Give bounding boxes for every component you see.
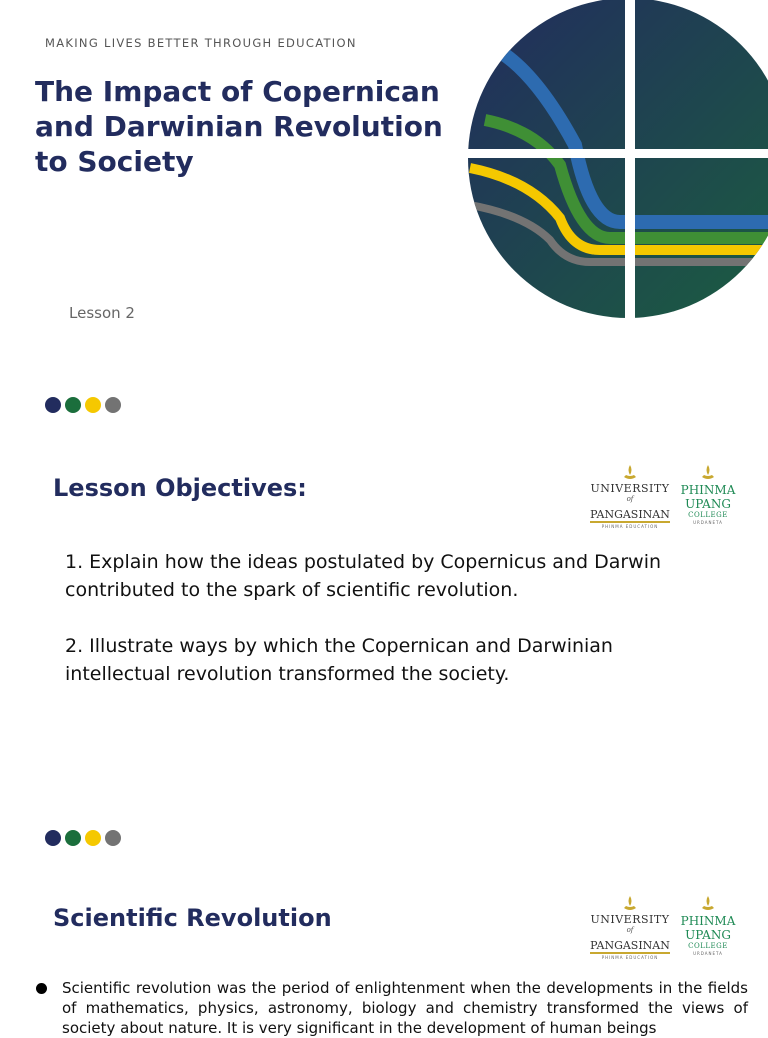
green-dot <box>65 830 81 846</box>
circle-background <box>468 0 768 318</box>
list-item: Scientific revolution was the period of enlightenment when the developments in the fields of mathematics, physics, astronomy, biology and chemistry transformed the views of society about nature. It is very significant in the development of human beings <box>36 978 748 1038</box>
university-of-pangasinan-logo: UNIVERSITY of PANGASINAN PHINMA EDUCATION <box>590 894 670 962</box>
objectives-slide <box>0 430 768 860</box>
section-heading: Scientific Revolution <box>53 904 332 932</box>
tagline: MAKING LIVES BETTER THROUGH EDUCATION <box>45 36 357 50</box>
objectives-heading: Lesson Objectives: <box>53 474 307 502</box>
bullet-icon <box>36 983 47 994</box>
color-dots <box>45 397 121 413</box>
color-dots <box>45 830 121 846</box>
yellow-dot <box>85 397 101 413</box>
school-logos <box>590 463 740 543</box>
navy-dot <box>45 397 61 413</box>
lesson-label: Lesson 2 <box>69 304 135 322</box>
lamp-crest-icon <box>620 463 640 483</box>
vertical-divider <box>625 0 635 320</box>
objective-item: 1. Explain how the ideas postulated by Copernicus and Darwin contributed to the spark of scientific revolution. <box>65 551 662 601</box>
objectives-list <box>65 548 705 716</box>
lamp-crest-icon <box>698 894 718 914</box>
page-title: The Impact of Copernican and Darwinian Revolution to Society <box>35 75 443 178</box>
university-of-pangasinan-logo: UNIVERSITY of PANGASINAN PHINMA EDUCATION <box>590 463 670 531</box>
gray-dot <box>105 397 121 413</box>
yellow-dot <box>85 830 101 846</box>
navy-dot <box>45 830 61 846</box>
school-logos <box>590 894 740 974</box>
title-slide <box>0 0 768 430</box>
bullet-list <box>36 978 748 1038</box>
phinma-upang-logo: PHINMA UPANG COLLEGE URDANETA <box>678 463 738 526</box>
horizontal-divider <box>460 149 768 158</box>
scientific-revolution-slide <box>0 860 768 1037</box>
objective-item: 2. Illustrate ways by which the Copernican and Darwinian intellectual revolution transformed the society. <box>65 635 613 685</box>
phinma-upang-logo: PHINMA UPANG COLLEGE URDANETA <box>678 894 738 957</box>
lamp-crest-icon <box>698 463 718 483</box>
lamp-crest-icon <box>620 894 640 914</box>
gray-dot <box>105 830 121 846</box>
decorative-circle-graphic <box>460 0 768 320</box>
green-dot <box>65 397 81 413</box>
